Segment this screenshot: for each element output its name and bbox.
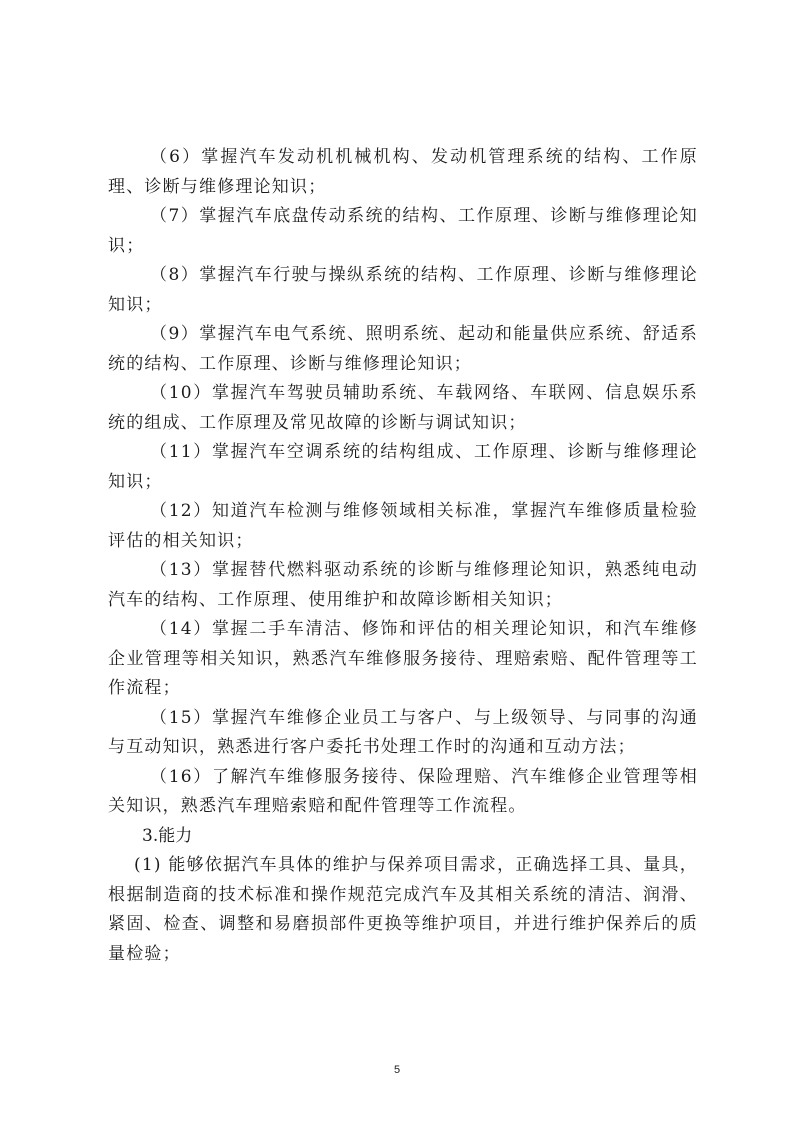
knowledge-item-13: （13）掌握替代燃料驱动系统的诊断与维修理论知识，熟悉纯电动汽车的结构、工作原理、使用维护和故障诊断相关知识；	[108, 560, 698, 610]
section-heading-ability: 3.能力	[142, 825, 193, 846]
knowledge-item-6: （6）掌握汽车发动机机械机构、发动机管理系统的结构、工作原理、诊断与维修理论知识；	[108, 147, 698, 197]
knowledge-item-8: （8）掌握汽车行驶与操纵系统的结构、工作原理、诊断与维修理论知识；	[108, 265, 698, 315]
knowledge-item-12: （12）知道汽车检测与维修领域相关标准，掌握汽车维修质量检验评估的相关知识；	[108, 501, 698, 551]
page-body	[108, 143, 698, 969]
knowledge-item-9: （9）掌握汽车电气系统、照明系统、起动和能量供应系统、舒适系统的结构、工作原理、诊断与维修理论知识；	[108, 324, 698, 374]
knowledge-item-7: （7）掌握汽车底盘传动系统的结构、工作原理、诊断与维修理论知识；	[108, 206, 698, 256]
page-number: 5	[393, 1064, 401, 1076]
ability-item-1: (1) 能够依据汽车具体的维护与保养项目需求，正确选择工具、量具，根据制造商的技术标准和操作规范完成汽车及其相关系统的清洁、润滑、紧固、检查、调整和易磨损部件更换等维护项目，并进行维护保养后的质量检验；	[108, 855, 698, 964]
knowledge-item-14: （14）掌握二手车清洁、修饰和评估的相关理论知识，和汽车维修企业管理等相关知识，熟悉汽车维修服务接待、理赔索赔、配件管理等工作流程；	[108, 619, 698, 698]
knowledge-item-16: （16）了解汽车维修服务接待、保险理赔、汽车维修企业管理等相关知识，熟悉汽车理赔索赔和配件管理等工作流程。	[108, 766, 698, 816]
knowledge-item-10: （10）掌握汽车驾驶员辅助系统、车载网络、车联网、信息娱乐系统的组成、工作原理及常见故障的诊断与调试知识；	[108, 383, 698, 433]
knowledge-item-15: （15）掌握汽车维修企业员工与客户、与上级领导、与同事的沟通与互动知识，熟悉进行客户委托书处理工作时的沟通和互动方法；	[108, 707, 698, 757]
knowledge-item-11: （11）掌握汽车空调系统的结构组成、工作原理、诊断与维修理论知识；	[108, 442, 698, 492]
